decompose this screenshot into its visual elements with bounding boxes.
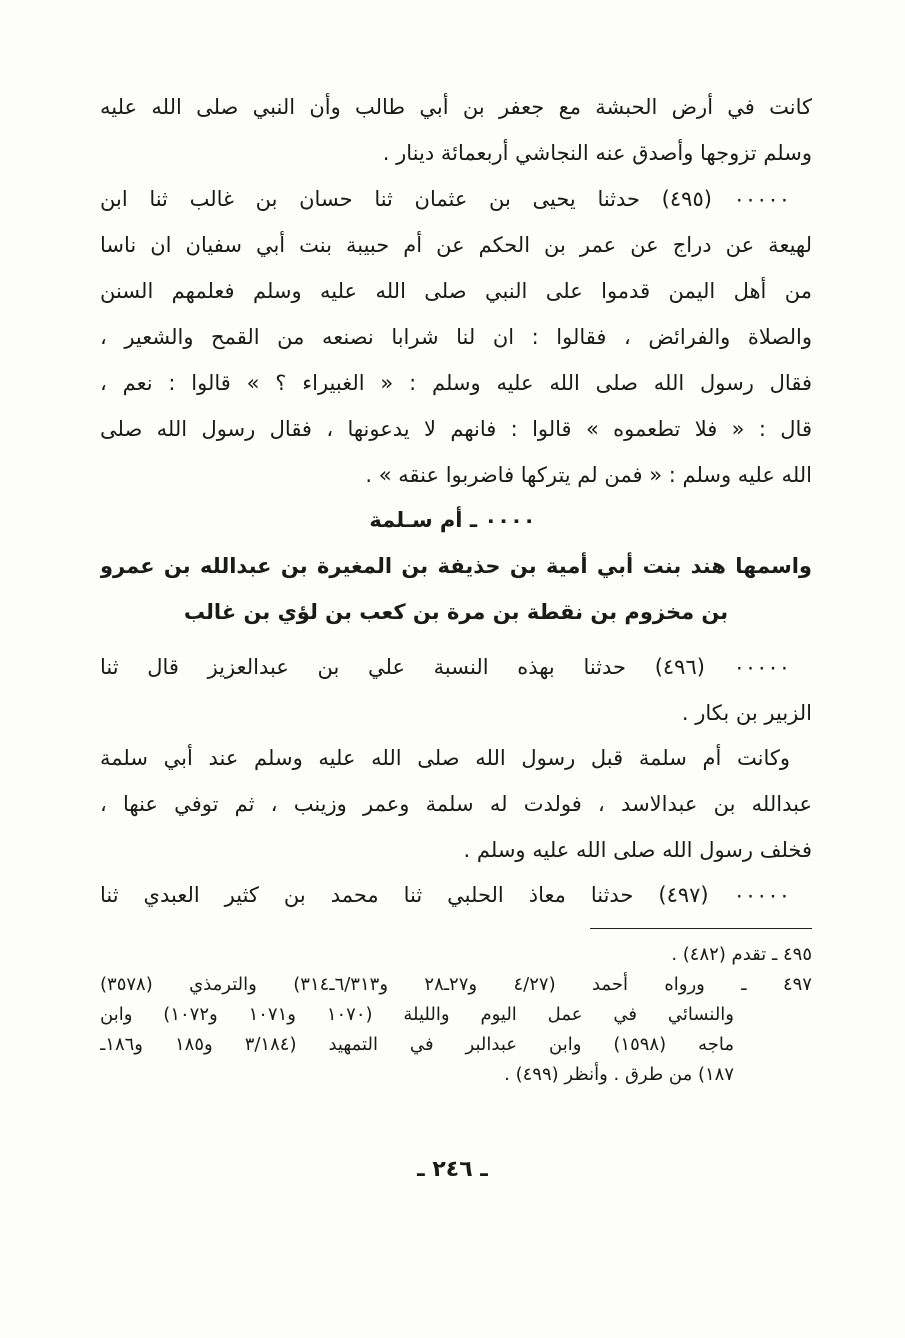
text-line: فخلف رسول الله صلى الله عليه وسلم .	[463, 838, 812, 862]
text-line: فقال رسول الله صلى الله عليه وسلم : « الغبيراء ؟ » قالوا : نعم ،	[100, 371, 812, 395]
footnote-497-line: ١٨٧) من طرق . وأنظر (٤٩٩) .	[504, 1064, 734, 1085]
text-line: ٠٠٠٠٠ (٤٩٧) حدثنا معاذ الحلبي ثنا محمد بن كثير العبدي ثنا	[100, 883, 790, 907]
text-line: وسلم تزوجها وأصدق عنه النجاشي أربعمائة دينار .	[382, 141, 812, 165]
footnote-divider	[590, 928, 812, 929]
paragraph-continuation	[100, 84, 812, 176]
text-line: من أهل اليمن قدموا على النبي صلى الله عليه وسلم فعلمهم السنن	[100, 279, 812, 303]
text-line: بن مخزوم بن نقطة بن مرة بن كعب بن لؤي بن غالب	[183, 600, 729, 624]
footnote-497-line: ماجه (١٥٩٨) وابن عبدالبر في التمهيد (٣/١٨٤ و١٨٥ و١٨٦ـ	[100, 1034, 734, 1055]
footnote-495: ٤٩٥ ـ تقدم (٤٨٢) .	[671, 944, 812, 965]
page-number: ـ ٢٤٦ ـ	[417, 1157, 488, 1182]
text-line: الله عليه وسلم : « فمن لم يتركها فاضربوا عنقه » .	[365, 463, 812, 487]
hadith-495	[100, 176, 812, 498]
footnote-497-line: والنسائي في عمل اليوم والليلة (١٠٧٠ و١٠٧١ و١٠٧٢) وابن	[100, 1004, 734, 1025]
text-line: ٠٠٠٠٠ (٤٩٦) حدثنا بهذه النسبة علي بن عبدالعزيز قال ثنا	[100, 655, 790, 679]
section-heading: ٠٠٠٠ ـ أم سـلمة	[369, 508, 536, 532]
footnotes	[100, 940, 812, 1090]
text-line: ٠٠٠٠٠ (٤٩٥) حدثنا يحيى بن عثمان ثنا حسان بن غالب ثنا ابن	[100, 187, 790, 211]
text-line: لهيعة عن دراج عن عمر بن الحكم عن أم حبيبة بنت أبي سفيان ان ناسا	[100, 233, 812, 257]
text-line: والصلاة والفرائض ، فقالوا : ان لنا شرابا نصنعه من القمح والشعير ،	[100, 325, 812, 349]
footnote-497-line: ٤٩٧ ـ ورواه أحمد (٤/٢٧ و٢٧ـ٢٨ و٦/٣١٣ـ٣١٤) والترمذي (٣٥٧٨)	[100, 974, 812, 995]
hadith-496	[100, 644, 812, 736]
text-line: واسمها هند بنت أبي أمية بن حذيفة بن المغيرة بن عبدالله بن عمرو	[100, 554, 812, 578]
text-line: وكانت أم سلمة قبل رسول الله صلى الله عليه وسلم عند أبي سلمة	[100, 746, 790, 770]
text-line: عبدالله بن عبدالاسد ، فولدت له سلمة وعمر وزينب ، ثم توفي عنها ،	[100, 792, 812, 816]
hadith-497	[100, 872, 812, 918]
text-line: قال : « فلا تطعموه » قالوا : فانهم لا يدعونها ، فقال رسول الله صلى	[100, 417, 812, 441]
text-line: الزبير بن بكار .	[681, 701, 812, 725]
paragraph-umm-salama	[100, 735, 812, 873]
lineage-block	[100, 543, 812, 635]
text-line: كانت في أرض الحبشة مع جعفر بن أبي طالب وأن النبي صلى الله عليه	[100, 95, 812, 119]
